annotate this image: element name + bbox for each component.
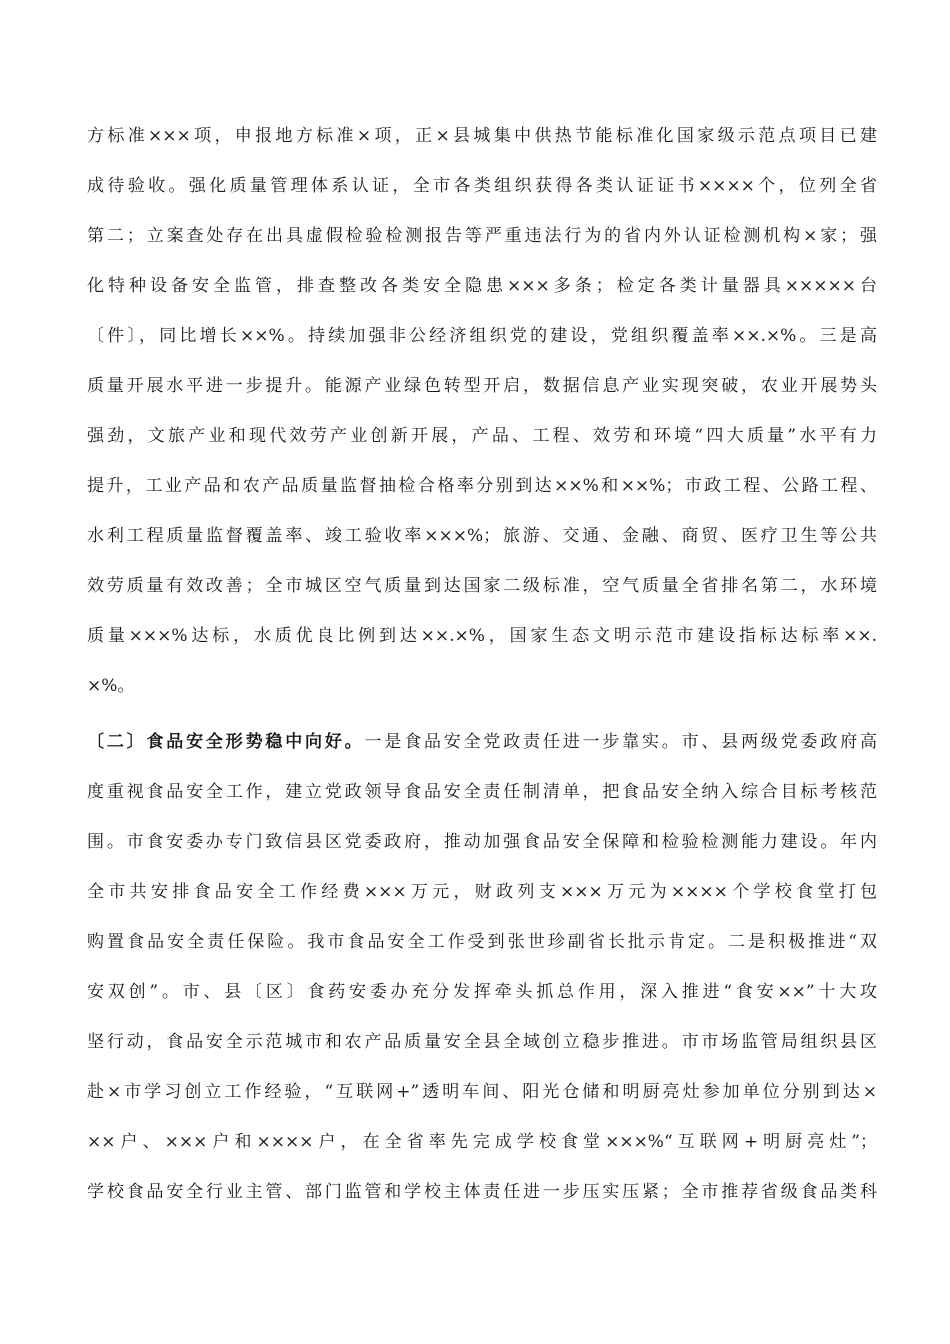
text-line: 成待验收。强化质量管理体系认证，全市各类组织获得各类认证证书××××个，位列全省 <box>87 176 877 196</box>
section-heading: 〔二〕食品安全形势稳中向好。 <box>87 732 365 752</box>
text-line: 学校食品安全行业主管、部门监管和学校主体责任进一步压实压紧；全市推荐省级食品类科 <box>87 1182 877 1202</box>
text-line: ×%。 <box>87 676 135 696</box>
text-line: 水利工程质量监督覆盖率、竣工验收率×××%；旅游、交通、金融、商贸、医疗卫生等公共 <box>87 526 877 546</box>
text-line: 质量开展水平进一步提升。能源产业绿色转型开启，数据信息产业实现突破，农业开展势头 <box>87 376 877 396</box>
text-line: 〔件〕，同比增长××%。持续加强非公经济组织党的建设，党组织覆盖率××.×%。三是高 <box>87 326 877 346</box>
text-line: 方标准×××项，申报地方标准×项，正×县城集中供热节能标准化国家级示范点项目已建 <box>87 126 877 146</box>
text-line: 质量×××%达标，水质优良比例到达××.×%，国家生态文明示范市建设指标达标率××. <box>87 626 877 646</box>
text-line: ××户、×××户和××××户，在全省率先完成学校食堂×××%“互联网+明厨亮灶”； <box>87 1132 877 1152</box>
paragraph-quality-development <box>87 111 877 711</box>
text-line: 化特种设备安全监管，排查整改各类安全隐患×××多条；检定各类计量器具×××××台 <box>87 276 877 296</box>
heading-line-rest: 一是食品安全党政责任进一步靠实。市、县两级党委政府高 <box>364 732 878 752</box>
text-line: 全市共安排食品安全工作经费×××万元，财政列支×××万元为××××个学校食堂打包 <box>87 882 877 902</box>
text-line: 效劳质量有效改善；全市城区空气质量到达国家二级标准，空气质量全省排名第二，水环境 <box>87 576 877 596</box>
paragraph-food-safety <box>87 717 877 1217</box>
text-line: 坚行动，食品安全示范城市和农产品质量安全县全域创立稳步推进。市市场监管局组织县区 <box>87 1032 877 1052</box>
text-line: 提升，工业产品和农产品质量监督抽检合格率分别到达××%和××%；市政工程、公路工程、 <box>87 476 877 496</box>
text-line: 购置食品安全责任保险。我市食品安全工作受到张世珍副省长批示肯定。二是积极推进“双 <box>87 932 877 952</box>
text-line: 赴×市学习创立工作经验，“互联网+”透明车间、阳光仓储和明厨亮灶参加单位分别到达× <box>87 1082 877 1102</box>
text-line: 安双创”。市、县〔区〕食药安委办充分发挥牵头抓总作用，深入推进“食安××”十大攻 <box>87 982 877 1002</box>
text-line: 围。市食安委办专门致信县区党委政府，推动加强食品安全保障和检验检测能力建设。年内 <box>87 832 877 852</box>
text-line: 度重视食品安全工作，建立党政领导食品安全责任制清单，把食品安全纳入综合目标考核范 <box>87 782 877 802</box>
text-line <box>87 717 877 767</box>
text-line: 第二；立案查处存在出具虚假检验检测报告等严重违法行为的省内外认证检测机构×家；强 <box>87 226 877 246</box>
text-line: 强劲，文旅产业和现代效劳产业创新开展，产品、工程、效劳和环境“四大质量”水平有力 <box>87 426 877 446</box>
